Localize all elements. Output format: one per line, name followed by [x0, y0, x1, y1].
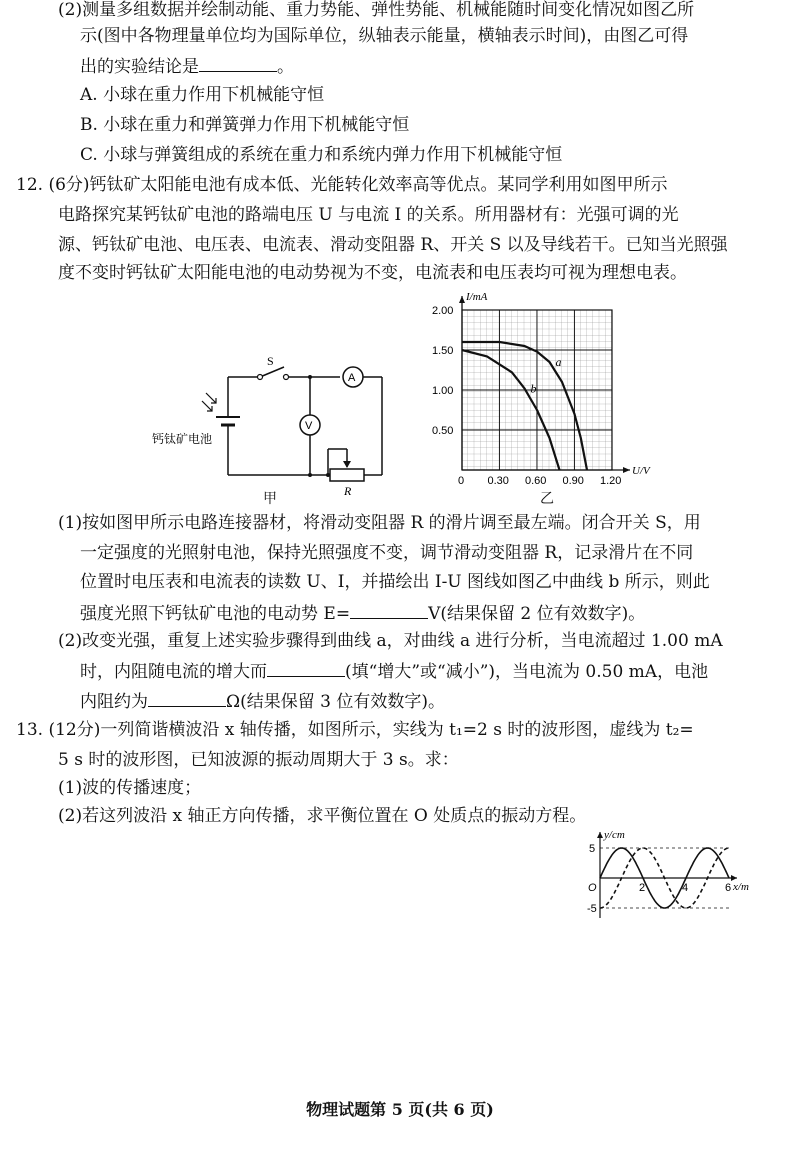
q11-answer-blank[interactable] [199, 53, 277, 72]
q12-resistance-unit: Ω(结果保留 3 位有效数字)。 [226, 692, 445, 712]
wave-x-axis-label: x/m [733, 881, 749, 893]
wave-y-tick-label: -5 [587, 903, 597, 915]
iu-x-axis-label: U/V [632, 465, 650, 477]
q12-trend-blank[interactable] [267, 658, 345, 677]
q13-part2: (2)若这列波沿 x 轴正方向传播，求平衡位置在 O 处质点的振动方程。 [58, 806, 587, 826]
q12-emf-blank[interactable] [350, 600, 428, 619]
q11-part2-line1: (2)测量多组数据并绘制动能、重力势能、弹性势能、机械能随时间变化情况如图乙所 [58, 0, 695, 20]
rheostat-slider-arrow [343, 461, 351, 468]
circuit-diagram [150, 345, 390, 505]
iu-y-axis-label: I/mA [466, 291, 488, 303]
switch-label: S [267, 354, 274, 368]
rheostat-label: R [344, 484, 352, 498]
iu-y-tick-label: 1.00 [432, 385, 454, 397]
q13-stem-line2: 5 s 时的波形图，已知波源的振动周期大于 3 s。求： [58, 750, 459, 770]
q11-conclusion-end: 。 [277, 57, 294, 77]
circuit-caption: 甲 [263, 491, 277, 507]
q12-part1-line1: (1)按如图甲所示电路连接器材，将滑动变阻器 R 的滑片调至最左端。闭合开关 S，用 [58, 513, 701, 533]
wave-x-tick-label: 6 [725, 882, 732, 894]
ammeter-label: A [348, 372, 356, 384]
iu-curve-label-a: a [555, 355, 562, 369]
iu-x-tick-label: 0.90 [562, 475, 584, 485]
q12-stem-line4: 度不变时钙钛矿太阳能电池的电动势视为不变，电流表和电压表均可视为理想电表。 [58, 263, 687, 283]
switch-lever [260, 367, 284, 377]
q12-stem-line1: 12. (6分)钙钛矿太阳能电池有成本低、光能转化效率高等优点。某同学利用如图甲所示 [16, 175, 668, 195]
iu-x-arrow [623, 467, 630, 473]
iu-x-tick-label: 0 [458, 475, 465, 485]
wave-x-tick-label: 4 [682, 882, 689, 894]
q11-option-b: B. 小球在重力和弹簧弹力作用下机械能守恒 [80, 115, 410, 135]
wave-y-tick-label: 5 [589, 843, 596, 855]
q11-part2-line3 [80, 53, 294, 79]
page-footer: 物理试题第 5 页(共 6 页) [306, 1100, 494, 1119]
iu-y-tick-label: 2.00 [432, 305, 454, 317]
iu-y-tick-label: 1.50 [432, 345, 454, 357]
iu-chart-caption: 乙 [540, 491, 554, 507]
q12-part1-line3: 位置时电压表和电流表的读数 U、I，并描绘出 I-U 图线如图乙中曲线 b 所示，则此 [80, 572, 710, 592]
q11-option-c: C. 小球与弹簧组成的系统在重力和系统内弹力作用下机械能守恒 [80, 145, 563, 165]
light-arrows-icon [202, 393, 216, 411]
q12-part2-line1: (2)改变光强，重复上述实验步骤得到曲线 a，对曲线 a 进行分析，当电流超过 1.00 mA [58, 631, 723, 651]
wave-x-tick-label: 2 [639, 882, 646, 894]
q12-resistance-blank[interactable] [148, 688, 226, 707]
q12-trend-rest: (填“增大”或“减小”)，当电流为 0.50 mA，电池 [345, 662, 709, 682]
iu-y-arrow [459, 296, 465, 303]
q12-part2-line2 [80, 658, 708, 684]
q12-emf-unit: V(结果保留 2 位有效数字)。 [428, 604, 646, 624]
q12-stem-line2: 电路探究某钙钛矿电池的路端电压 U 与电流 I 的关系。所用器材有：光强可调的光 [58, 205, 679, 225]
wave-y-arrow [597, 832, 603, 838]
wave-chart [585, 826, 760, 931]
wave-y-axis-label: y/cm [604, 829, 625, 841]
iu-y-tick-label: 0.50 [432, 425, 454, 437]
q11-option-a: A. 小球在重力作用下机械能守恒 [80, 85, 325, 105]
wave-x-tick-label: O [588, 882, 597, 894]
iu-curve-label-b: b [530, 381, 537, 396]
iu-chart [430, 285, 680, 485]
iu-x-tick-label: 1.20 [600, 475, 622, 485]
iu-x-tick-label: 0.30 [487, 475, 509, 485]
battery-label: 钙钛矿电池 [152, 432, 213, 446]
q11-conclusion-prompt: 出的实验结论是 [80, 57, 199, 77]
q12-emf-prompt: 强度光照下钙钛矿电池的电动势 E= [80, 604, 351, 624]
iu-x-tick-label: 0.60 [525, 475, 547, 485]
q13-stem-line1: 13. (12分)一列简谐横波沿 x 轴传播，如图所示，实线为 t₁=2 s 时的波形图，虚线为 t₂= [16, 720, 694, 740]
q12-part2-line3 [80, 688, 445, 714]
q12-stem-line3: 源、钙钛矿电池、电压表、电流表、滑动变阻器 R、开关 S 以及导线若干。已知当光照强 [58, 235, 728, 255]
q12-part1-line2: 一定强度的光照射电池，保持光照强度不变，调节滑动变阻器 R，记录滑片在不同 [80, 543, 694, 563]
q12-part1-line4 [80, 600, 645, 626]
q11-part2-line2: 示(图中各物理量单位均为国际单位，纵轴表示能量，横轴表示时间)，由图乙可得 [80, 26, 689, 46]
q12-resistance-prompt: 内阻约为 [80, 692, 148, 712]
voltmeter-label: V [305, 420, 313, 432]
q13-part1: (1)波的传播速度； [58, 778, 202, 798]
rheostat-body [330, 469, 364, 481]
q12-trend-prompt: 时，内阻随电流的增大而 [80, 662, 267, 682]
